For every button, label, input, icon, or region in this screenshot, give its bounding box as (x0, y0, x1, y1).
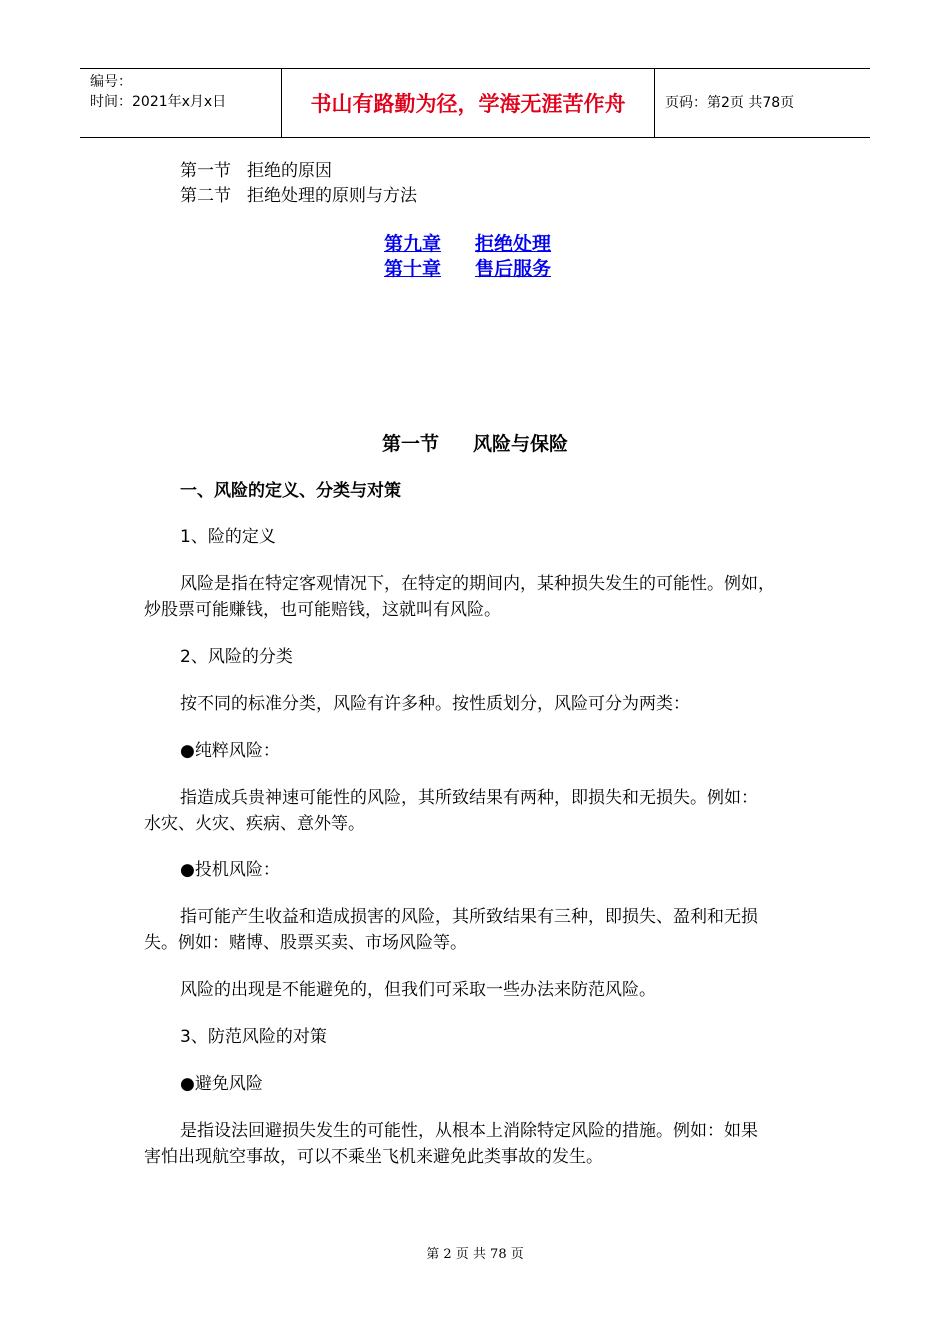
header-page-code: 页码：第2页 共78页 (665, 95, 795, 111)
document-time-label: 时间：2021年x月x日 (90, 94, 227, 110)
toc-entry-section2 (180, 185, 417, 207)
toc-link-chapter9-title: 拒绝处理 (475, 233, 552, 255)
toc-link-chapter9[interactable] (384, 232, 551, 256)
toc-link-chapter10-title: 售后服务 (475, 258, 552, 280)
toc-link-chapter10-number: 第十章 (384, 258, 442, 280)
paragraph-1-line2: 炒股票可能赚钱，也可能赔钱，这就叫有风险。 (144, 600, 501, 620)
heading-risk-definition: 一、风险的定义、分类与对策 (180, 481, 401, 501)
paragraph-6-line2: 害怕出现航空事故，可以不乘坐飞机来避免此类事故的发生。 (144, 1147, 603, 1167)
paragraph-3-line1: 指造成兵贵神速可能性的风险，其所致结果有两种，即损失和无损失。例如： (180, 788, 758, 808)
paragraph-6-line1: 是指设法回避损失发生的可能性，从根本上消除特定风险的措施。例如：如果 (180, 1121, 758, 1141)
header-left-cell (80, 69, 282, 137)
section-number: 第一节 (381, 433, 439, 455)
bullet-speculative-risk: ●投机风险： (180, 860, 280, 880)
document-number-label: 编号： (90, 74, 132, 90)
toc-entry-section1 (180, 160, 332, 182)
page-header (80, 68, 870, 138)
section-title (0, 432, 950, 456)
bullet-avoid-risk: ●避免风险 (180, 1074, 263, 1094)
toc-section1-title: 拒绝的原因 (247, 161, 332, 181)
toc-section2-title: 拒绝处理的原则与方法 (247, 186, 417, 206)
subheading-1: 1、险的定义 (180, 527, 276, 547)
toc-section1-number: 第一节 (180, 161, 231, 181)
paragraph-2: 按不同的标准分类，风险有许多种。按性质划分，风险可分为两类： (180, 694, 690, 714)
paragraph-1-line1: 风险是指在特定客观情况下，在特定的期间内，某种损失发生的可能性。例如， (180, 574, 775, 594)
paragraph-4-line2: 失。例如：赌博、股票买卖、市场风险等。 (144, 933, 467, 953)
page-footer: 第 2 页 共 78 页 (426, 1247, 524, 1262)
toc-link-chapter10[interactable] (384, 257, 551, 281)
subheading-3: 3、防范风险的对策 (180, 1027, 327, 1047)
paragraph-5: 风险的出现是不能避免的，但我们可采取一些办法来防范风险。 (180, 980, 656, 1000)
header-right-cell (655, 69, 870, 137)
section-title-text: 风险与保险 (473, 433, 569, 455)
subheading-2: 2、风险的分类 (180, 647, 293, 667)
toc-link-chapter9-number: 第九章 (384, 233, 442, 255)
bullet-pure-risk: ●纯粹风险： (180, 741, 280, 761)
paragraph-3-line2: 水灾、火灾、疾病、意外等。 (144, 814, 365, 834)
toc-section2-number: 第二节 (180, 186, 231, 206)
header-middle-cell (282, 69, 655, 137)
paragraph-4-line1: 指可能产生收益和造成损害的风险，其所致结果有三种，即损失、盈利和无损 (180, 907, 758, 927)
header-motto: 书山有路勤为径，学海无涯苦作舟 (310, 91, 626, 116)
